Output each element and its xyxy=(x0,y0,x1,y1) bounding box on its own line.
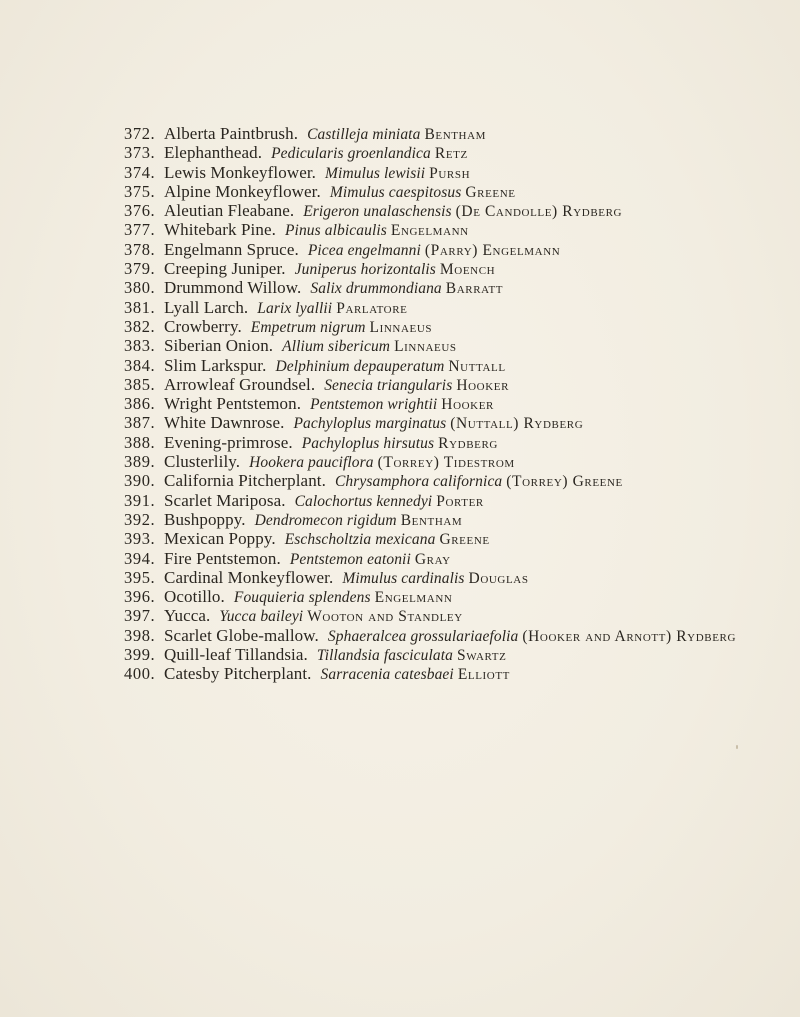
common-name: Crowberry. xyxy=(164,316,242,336)
common-name: Whitebark Pine. xyxy=(164,220,276,240)
scientific-name: Picea engelmanni xyxy=(307,241,421,259)
scientific-name: Delphinium depauperatum xyxy=(275,357,445,375)
plate-number: 378. xyxy=(124,239,156,259)
plate-entry xyxy=(124,529,784,548)
plate-number: 379. xyxy=(124,259,156,279)
scientific-name: Yucca baileyi xyxy=(219,608,304,626)
plate-entry xyxy=(124,452,784,471)
plate-entry xyxy=(124,240,784,259)
common-name: Ocotillo. xyxy=(164,587,225,607)
scientific-name: Mimulus lewisii xyxy=(325,164,426,182)
common-name: Slim Larkspur. xyxy=(164,355,267,375)
scientific-name: Pachyloplus hirsutus xyxy=(301,434,435,452)
common-name: Scarlet Mariposa. xyxy=(164,490,286,510)
common-name: Siberian Onion. xyxy=(164,336,274,356)
plate-number: 390. xyxy=(124,471,156,491)
plate-entry xyxy=(124,568,784,587)
authority-name: Greene xyxy=(465,183,516,201)
common-name: Lyall Larch. xyxy=(164,297,249,317)
plate-entry xyxy=(124,549,784,568)
authority-name: (Torrey) Greene xyxy=(506,473,623,491)
authority-name: Pursh xyxy=(429,164,471,182)
plate-list xyxy=(124,124,784,684)
authority-name: Douglas xyxy=(468,569,529,587)
plate-number: 383. xyxy=(124,336,156,356)
plate-entry xyxy=(124,201,784,220)
plate-number: 384. xyxy=(124,355,156,375)
authority-name: Linnaeus xyxy=(394,338,457,356)
authority-name: Moench xyxy=(439,261,496,279)
scientific-name: Calochortus kennedyi xyxy=(294,492,433,510)
plate-entry xyxy=(124,587,784,606)
scientific-name: Eschscholtzia mexicana xyxy=(284,531,436,549)
plate-entry xyxy=(124,664,784,683)
authority-name: Rydberg xyxy=(438,434,498,452)
scientific-name: Pentstemon eatonii xyxy=(289,550,411,568)
authority-name: Porter xyxy=(436,492,484,510)
plate-entry xyxy=(124,259,784,278)
common-name: Arrowleaf Groundsel. xyxy=(164,374,316,394)
plate-entry xyxy=(124,163,784,182)
common-name: Creeping Juniper. xyxy=(164,259,286,279)
common-name: Lewis Monkeyflower. xyxy=(164,162,317,182)
common-name: California Pitcherplant. xyxy=(164,471,326,491)
plate-number: 386. xyxy=(124,394,156,414)
scientific-name: Empetrum nigrum xyxy=(250,318,366,336)
authority-name: (De Candolle) Rydberg xyxy=(455,203,623,221)
authority-name: (Nuttall) Rydberg xyxy=(450,415,584,433)
scientific-name: Mimulus caespitosus xyxy=(329,183,462,201)
authority-name: (Torrey) Tidestrom xyxy=(377,454,515,472)
plate-number: 373. xyxy=(124,143,156,163)
authority-name: Retz xyxy=(434,145,468,163)
plate-entry xyxy=(124,298,784,317)
plate-number: 395. xyxy=(124,567,156,587)
common-name: Aleutian Fleabane. xyxy=(164,201,295,221)
plate-number: 376. xyxy=(124,201,156,221)
authority-name: (Hooker and Arnott) Rydberg xyxy=(522,627,737,645)
plate-number: 374. xyxy=(124,162,156,182)
plate-number: 399. xyxy=(124,645,156,665)
authority-name: Nuttall xyxy=(448,357,506,375)
common-name: Bushpoppy. xyxy=(164,509,246,529)
plate-entry xyxy=(124,626,784,645)
authority-name: (Parry) Engelmann xyxy=(424,241,561,259)
plate-number: 393. xyxy=(124,529,156,549)
common-name: Evening-primrose. xyxy=(164,432,293,452)
scientific-name: Sarracenia catesbaei xyxy=(320,666,454,684)
common-name: Quill-leaf Tillandsia. xyxy=(164,645,308,665)
scientific-name: Mimulus cardinalis xyxy=(342,569,465,587)
plate-entry xyxy=(124,433,784,452)
scientific-name: Tillandsia fasciculata xyxy=(316,647,453,665)
authority-name: Elliott xyxy=(457,666,510,684)
plate-number: 382. xyxy=(124,316,156,336)
common-name: Fire Pentstemon. xyxy=(164,548,281,568)
plate-entry xyxy=(124,491,784,510)
authority-name: Hooker xyxy=(456,376,510,394)
authority-name: Bentham xyxy=(424,126,487,143)
common-name: Catesby Pitcherplant. xyxy=(164,664,312,684)
plate-number: 397. xyxy=(124,606,156,626)
scientific-name: Larix lyallii xyxy=(257,299,333,317)
plate-number: 381. xyxy=(124,297,156,317)
authority-name: Engelmann xyxy=(390,222,469,240)
plate-number: 400. xyxy=(124,664,156,684)
authority-name: Bentham xyxy=(400,511,463,529)
plate-number: 380. xyxy=(124,278,156,298)
authority-name: Barratt xyxy=(445,280,504,298)
authority-name: Swartz xyxy=(457,647,507,665)
common-name: Alberta Paintbrush. xyxy=(164,124,299,143)
scientific-name: Dendromecon rigidum xyxy=(254,511,397,529)
scientific-name: Erigeron unalaschensis xyxy=(303,203,452,221)
plate-entry xyxy=(124,143,784,162)
authority-name: Parlatore xyxy=(336,299,408,317)
plate-entry xyxy=(124,510,784,529)
scientific-name: Juniperus horizontalis xyxy=(294,261,436,279)
plate-entry xyxy=(124,394,784,413)
plate-number: 372. xyxy=(124,124,156,143)
plate-entry xyxy=(124,124,784,143)
common-name: Yucca. xyxy=(164,606,211,626)
plate-entry xyxy=(124,336,784,355)
plate-number: 385. xyxy=(124,374,156,394)
authority-name: Wooton and Standley xyxy=(307,608,463,626)
plate-number: 388. xyxy=(124,432,156,452)
plate-entry xyxy=(124,645,784,664)
common-name: Elephanthead. xyxy=(164,143,263,163)
common-name: Clusterlily. xyxy=(164,452,241,472)
plate-number: 391. xyxy=(124,490,156,510)
plate-entry xyxy=(124,182,784,201)
plate-entry xyxy=(124,606,784,625)
authority-name: Gray xyxy=(414,550,451,568)
plate-entry xyxy=(124,220,784,239)
paper-speck xyxy=(736,745,738,749)
plate-entry xyxy=(124,375,784,394)
plate-number: 392. xyxy=(124,509,156,529)
scientific-name: Pentstemon wrightii xyxy=(310,396,438,414)
scientific-name: Pedicularis groenlandica xyxy=(271,145,431,163)
plate-number: 396. xyxy=(124,587,156,607)
scientific-name: Castilleja miniata xyxy=(307,126,421,143)
common-name: Drummond Willow. xyxy=(164,278,302,298)
common-name: Engelmann Spruce. xyxy=(164,239,299,259)
scientific-name: Sphaeralcea grossulariaefolia xyxy=(327,627,519,645)
scientific-name: Pinus albicaulis xyxy=(284,222,387,240)
plate-entry xyxy=(124,413,784,432)
authority-name: Hooker xyxy=(441,396,494,414)
plate-number: 389. xyxy=(124,452,156,472)
common-name: Alpine Monkeyflower. xyxy=(164,181,321,201)
scientific-name: Chrysamphora californica xyxy=(334,473,503,491)
plate-number: 394. xyxy=(124,548,156,568)
common-name: Wright Pentstemon. xyxy=(164,394,302,414)
plate-entry xyxy=(124,356,784,375)
scientific-name: Allium sibericum xyxy=(282,338,391,356)
scientific-name: Salix drummondiana xyxy=(310,280,442,298)
authority-name: Linnaeus xyxy=(369,318,433,336)
authority-name: Greene xyxy=(439,531,490,549)
plate-entry xyxy=(124,317,784,336)
common-name: Cardinal Monkeyflower. xyxy=(164,567,334,587)
plate-number: 387. xyxy=(124,413,156,433)
plate-number: 377. xyxy=(124,220,156,240)
common-name: White Dawnrose. xyxy=(164,413,285,433)
scientific-name: Fouquieria splendens xyxy=(233,589,371,607)
authority-name: Engelmann xyxy=(374,589,453,607)
plate-number: 398. xyxy=(124,625,156,645)
plate-entry xyxy=(124,278,784,297)
plate-number: 375. xyxy=(124,181,156,201)
scientific-name: Pachyloplus marginatus xyxy=(293,415,447,433)
scientific-name: Senecia triangularis xyxy=(324,376,453,394)
common-name: Scarlet Globe-mallow. xyxy=(164,625,319,645)
scientific-name: Hookera pauciflora xyxy=(249,454,374,472)
plate-entry xyxy=(124,471,784,490)
common-name: Mexican Poppy. xyxy=(164,529,276,549)
